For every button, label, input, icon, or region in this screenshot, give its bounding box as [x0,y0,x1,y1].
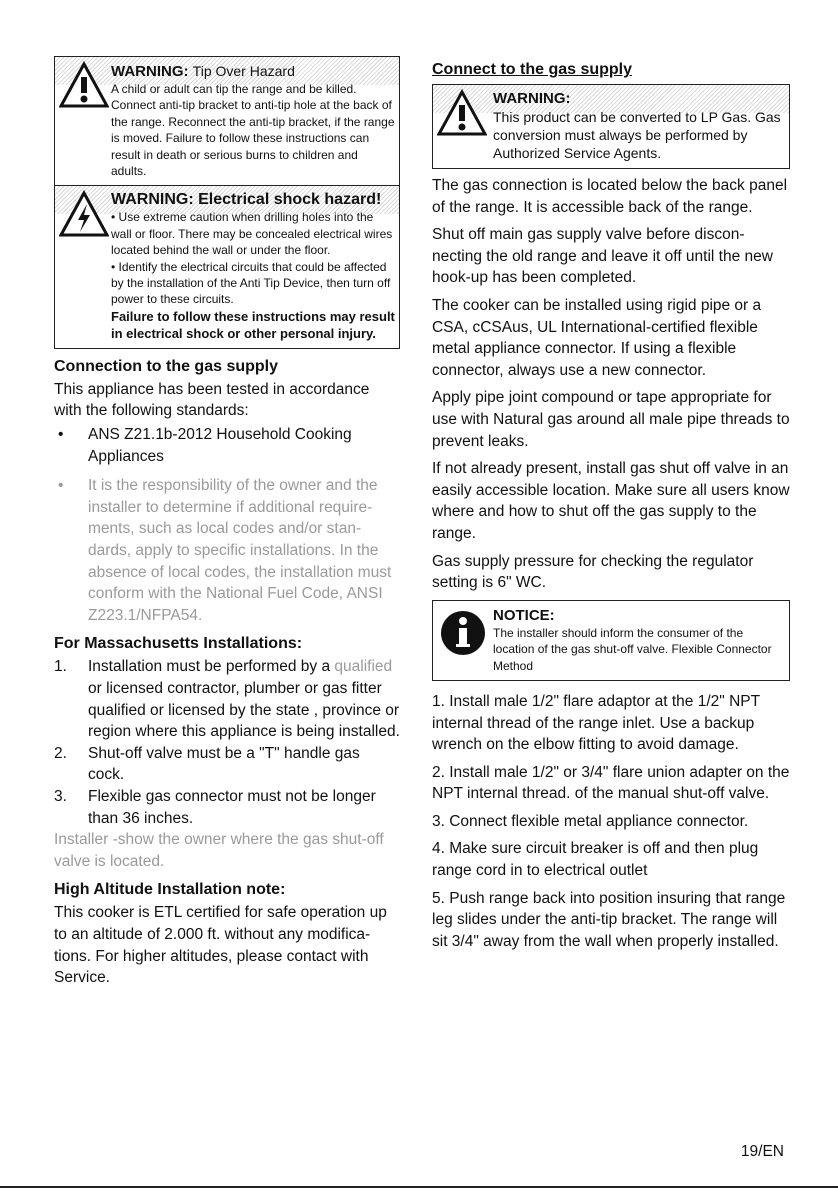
warning-line: Connect anti-tip bracket to anti-tip hole at the back of the range. Reconnect the anti-tip bracket, if the range is moved. Failure to follow these instructions can result in death or serious burns to children and adults. [111,98,395,179]
step-item: 4. Make sure circuit breaker is off and then plug range cord in to electrical outlet [432,840,759,880]
list-item: 1. Installation must be performed by a qualified or licensed contractor, plumber or gas fitter qualified or licensed by the state , province or region where this appliance is being installed. [54,658,400,741]
paragraph: Shut off main gas supply valve before discon-necting the old range and leave it off until the new hook-up has been completed. [432,226,773,287]
left-column [54,56,400,995]
standards-list [54,424,400,626]
info-icon [437,605,489,659]
massachusetts-heading: For Massachusetts Installations: [54,635,303,653]
step-item: 1. Install male 1/2" flare adaptor at the 1/2" NPT internal thread of the range inlet. Use a backup wrench on the elbow fitting to avoid damage. [432,692,760,754]
bottom-divider [0,1186,838,1188]
page-number: 19/EN [740,1143,784,1160]
connection-intro: This appliance has been tested in accordance with the following standards: [54,380,370,420]
paragraph: If not already present, install gas shut off valve in an easily accessible location. Make sure all users know where and how to shut off the gas supply to the range. [432,460,790,542]
list-item: 2. Shut-off valve must be a "T" handle gas cock. [54,744,360,784]
warning-triangle-icon [437,89,487,137]
warning-line: • Identify the electrical circuits that could be affected by the installation of the Anti Tip Device, then turn off power to these circuits. [111,259,391,307]
notice-title: NOTICE: [493,606,555,624]
electrical-warning-box [54,186,400,348]
warning-triangle-icon [59,61,109,109]
list-item: 3. Flexible gas connector must not be longer than 36 inches. [54,787,376,827]
connect-gas-heading: Connect to the gas supply [432,61,633,78]
notice-text: The installer should inform the consumer of the location of the gas shut-off valve. Flexible Connector Method [493,625,772,673]
warning-line: This product can be converted to LP Gas. Gas conversion must always be performed by Authorized Service Agents. [493,109,781,161]
lp-gas-warning-box [432,84,790,169]
notice-box [432,600,790,681]
warning-line: A child or adult can tip the range and be killed. [111,82,357,96]
electric-shock-icon [59,190,109,238]
warning-title: WARNING: [493,90,571,107]
warning-bold-line: Failure to follow these instructions may result in electrical shock or other personal injury. [111,308,395,341]
warning-title: WARNING: Tip Over Hazard [111,63,295,80]
list-item: • ANS Z21.1b-2012 Household Cooking Appliances [58,426,352,465]
right-column [432,56,790,958]
step-item: 5. Push range back into position insuring that range leg slides under the anti-tip bracket. The range will sit 3/4" away from the wall when properly installed. [432,889,786,950]
paragraph: Apply pipe joint compound or tape appropriate for use with Natural gas around all male pipe threads to prevent leaks. [432,389,790,450]
warning-title: WARNING: Electrical shock hazard! [111,191,382,209]
altitude-text: This cooker is ETL certified for safe operation up to an altitude of 2.000 ft. without any modifica-tions. For higher altitudes, please contact with Service. [54,904,387,987]
step-item: 3. Connect flexible metal appliance connector. [432,812,749,830]
connection-heading: Connection to the gas supply [54,357,279,375]
altitude-heading: High Altitude Installation note: [54,881,286,899]
installer-note: Installer -show the owner where the gas shut-off valve is located. [54,831,384,870]
list-item: • It is the responsibility of the owner and the installer to determine if additional require-ments, such as local codes and/or stan-dards, apply to specific installations. In the absence of local codes, the installation must conform with the National Fuel Code, ANSI Z223.1/NFPA54. [58,477,392,624]
warning-line: • Use extreme caution when drilling holes into the wall or floor. There may be concealed electrical wires located behind the wall or under the floor. [111,210,393,258]
step-item: 2. Install male 1/2" or 3/4" flare union adapter on the NPT internal thread. of the manual shut-off valve. [432,763,790,803]
tip-over-warning-box [54,56,400,186]
massachusetts-list [54,656,400,829]
paragraph: The cooker can be installed using rigid pipe or a CSA, cCSAus, UL International-certified flexible metal appliance connector. If using a flexible connector, always use a new connector. [432,296,762,379]
paragraph: Gas supply pressure for checking the regulator setting is 6" WC. [432,552,754,592]
paragraph: The gas connection is located below the back panel of the range. It is accessible back of the range. [432,177,788,216]
